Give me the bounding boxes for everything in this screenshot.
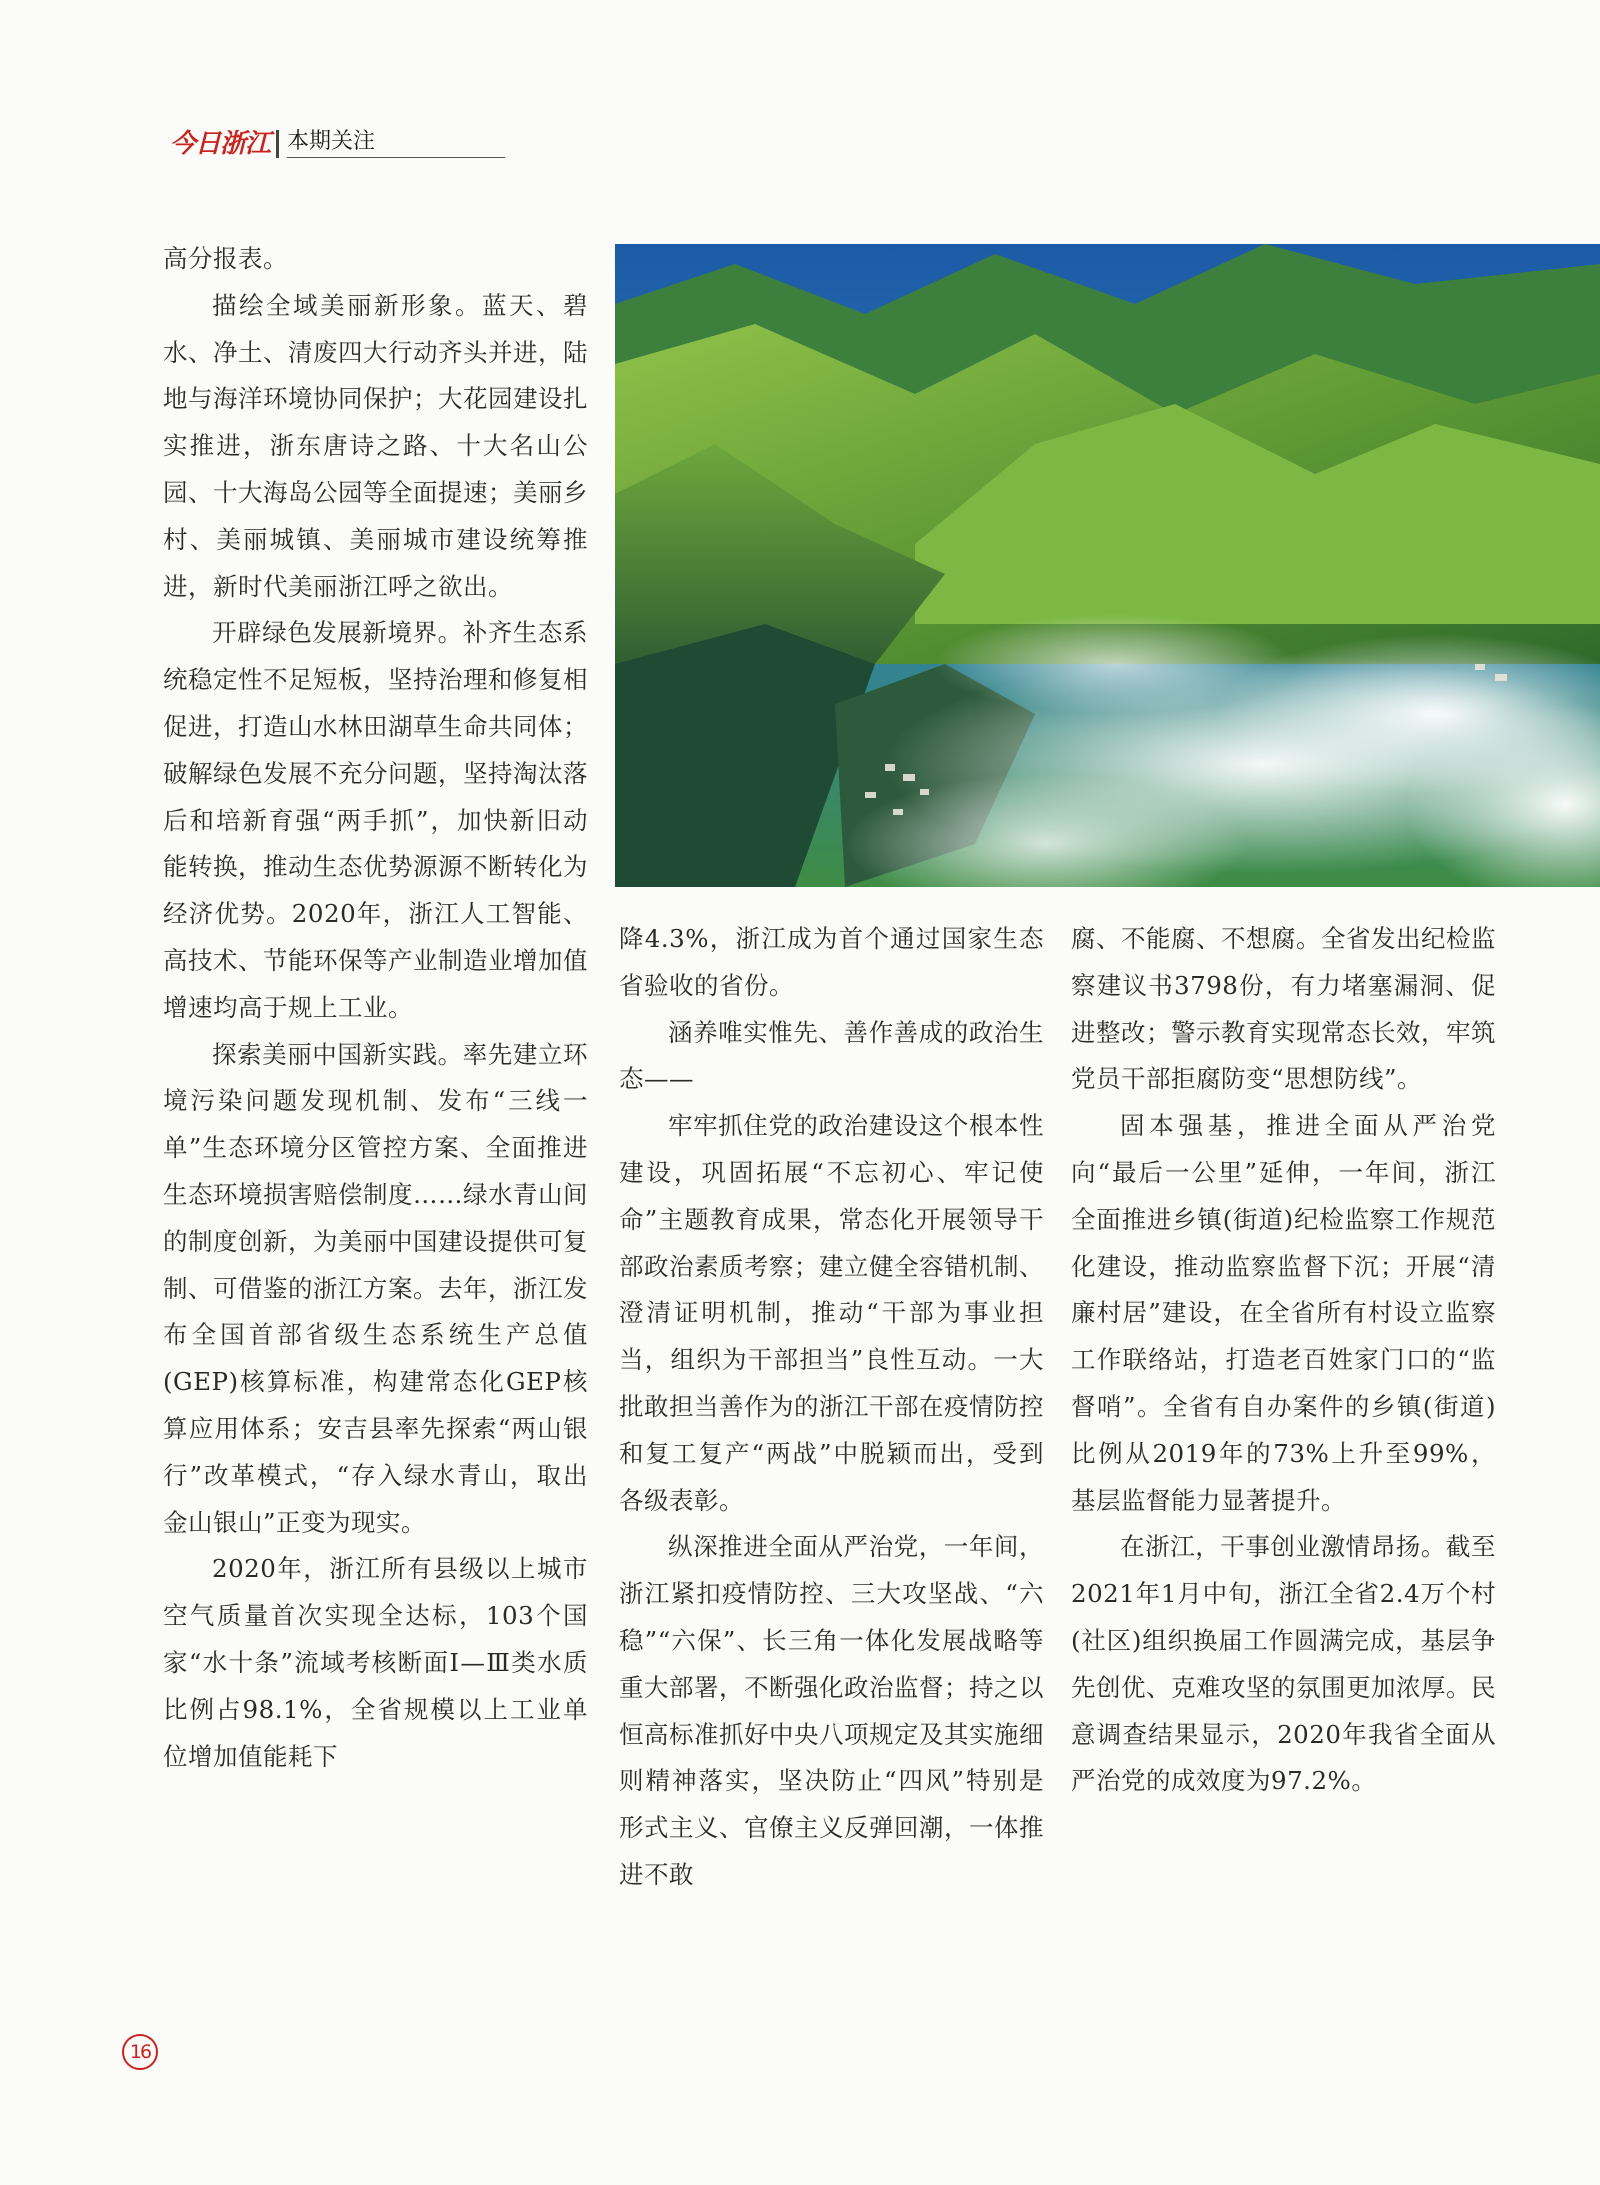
paragraph: 牢牢抓住党的政治建设这个根本性建设，巩固拓展“不忘初心、牢记使命”主题教育成果，常态化开展领导干部政治素质考察；建立健全容错机制、澄清证明机制，推动“干部为事业担当，组织为干部担当”良性互动。一大批敢担当善作为的浙江干部在疫情防控和复工复产“两战”中脱颖而出，受到各级表彰。 <box>619 1111 1044 1515</box>
paragraph: 探索美丽中国新实践。率先建立环境污染问题发现机制、发布“三线一单”生态环境分区管控方案、全面推进生态环境损害赔偿制度……绿水青山间的制度创新，为美丽中国建设提供可复制、可借鉴的浙江方案。去年，浙江发布全国首部省级生态系统生产总值(GEP)核算标准，构建常态化GEP核算应用体系；安吉县率先探索“两山银行”改革模式，“存入绿水青山，取出金山银山”正变为现实。 <box>163 1039 588 1537</box>
landscape-photo <box>615 244 1600 887</box>
paragraph: 腐、不能腐、不想腐。全省发出纪检监察建议书3798份，有力堵塞漏洞、促进整改；警示教育实现常态长效，牢筑党员干部拒腐防变“思想防线”。 <box>1071 924 1496 1094</box>
text-column-1 <box>163 236 588 1780</box>
subheading: 涵养唯实惟先、善作善成的政治生态—— <box>619 1017 1044 1094</box>
paragraph: 固本强基，推进全面从严治党向“最后一公里”延伸，一年间，浙江全面推进乡镇(街道)纪检监察工作规范化建设，推动监察监督下沉；开展“清廉村居”建设，在全省所有村设立监察工作联络站，打造老百姓家门口的“监督哨”。全省有自办案件的乡镇(街道)比例从2019年的73%上升至99%，基层监督能力显著提升。 <box>1071 1111 1496 1515</box>
paragraph: 开辟绿色发展新境界。补齐生态系统稳定性不足短板，坚持治理和修复相促进，打造山水林田湖草生命共同体；破解绿色发展不充分问题，坚持淘汰落后和培新育强“两手抓”，加快新旧动能转换，推动生态优势源源不断转化为经济优势。2020年，浙江人工智能、高技术、节能环保等产业制造业增加值增速均高于规上工业。 <box>163 618 588 1022</box>
magazine-logo: 今日浙江 <box>170 129 271 159</box>
paragraph: 纵深推进全面从严治党，一年间，浙江紧扣疫情防控、三大攻坚战、“六稳”“六保”、长三角一体化发展战略等重大部署，不断强化政治监督；持之以恒高标准抓好中央八项规定及其实施细则精神落实，坚决防止“四风”特别是形式主义、官僚主义反弹回潮，一体推进不敢 <box>619 1532 1044 1889</box>
page-header <box>170 126 505 158</box>
page-number: 16 <box>122 2034 158 2070</box>
header-divider <box>276 130 279 158</box>
mountain-fog-landscape-image <box>615 244 1600 887</box>
paragraph: 2020年，浙江所有县级以上城市空气质量首次实现全达标，103个国家“水十条”流域考核断面Ⅰ—Ⅲ类水质比例占98.1%，全省规模以上工业单位增加值能耗下 <box>163 1554 588 1771</box>
paragraph: 降4.3%，浙江成为首个通过国家生态省验收的省份。 <box>619 924 1044 1000</box>
paragraph: 描绘全域美丽新形象。蓝天、碧水、净土、清废四大行动齐头并进，陆地与海洋环境协同保护；大花园建设扎实推进，浙东唐诗之路、十大名山公园、十大海岛公园等全面提速；美丽乡村、美丽城镇、美丽城市建设统筹推进，新时代美丽浙江呼之欲出。 <box>163 290 588 601</box>
section-label: 本期关注 <box>287 128 505 158</box>
paragraph: 在浙江，干事创业激情昂扬。截至2021年1月中旬，浙江全省2.4万个村(社区)组织换届工作圆满完成，基层争先创优、克难攻坚的氛围更加浓厚。民意调查结果显示，2020年我省全面从严治党的成效度为97.2%。 <box>1071 1532 1496 1796</box>
paragraph: 高分报表。 <box>163 244 288 273</box>
text-column-3 <box>1071 916 1496 1805</box>
text-column-2 <box>619 916 1044 1899</box>
